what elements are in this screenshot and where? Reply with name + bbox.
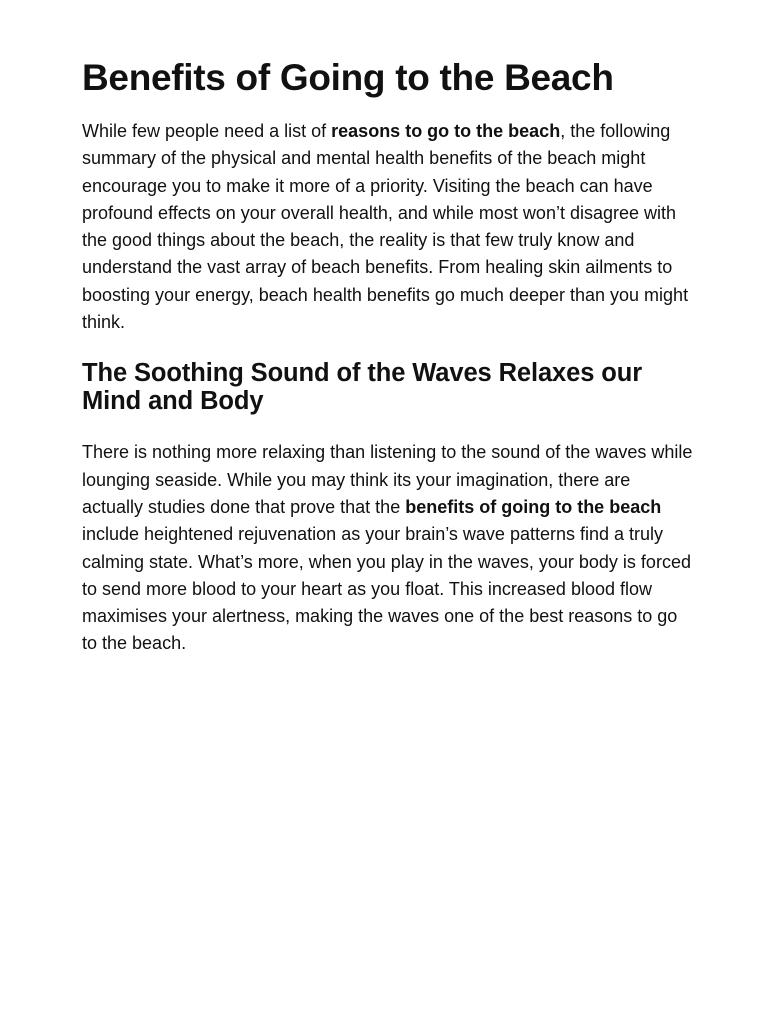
intro-bold-phrase: reasons to go to the beach [331,121,561,141]
section-heading: The Soothing Sound of the Waves Relaxes our Mind and Body [82,359,643,416]
intro-text-start: While few people need a list of [82,121,332,141]
intro-text-end: , the following summary of the physical and mental health benefits of the beach might encourage you to make it more of a priority. Visiting the beach can have profound effects on your overall health, and while most won’t disagree with the good things about the beach, the reality is that few truly know and understand the vast array of beach benefits. From healing skin ailments to boosting your energy, beach health benefits go much deeper than you might think. [82,121,689,333]
intro-paragraph [82,118,696,336]
waves-text-end: include heightened rejuvenation as your brain’s wave patterns find a truly calming state. What’s more, when you play in the waves, your body is forced to send more blood to your heart as you float. This increased blood flow maximises your alertness, making the waves one of the best reasons to go to the beach. [82,524,691,654]
waves-paragraph [82,439,696,657]
waves-bold-phrase: benefits of going to the beach [405,496,662,517]
waves-text-start: There is nothing more relaxing than listening to the sound of the waves while lounging seaside. While you may think its your imagination, there are actually studies done that prove that the [82,442,693,517]
page-title: Benefits of Going to the Beach [82,57,614,98]
